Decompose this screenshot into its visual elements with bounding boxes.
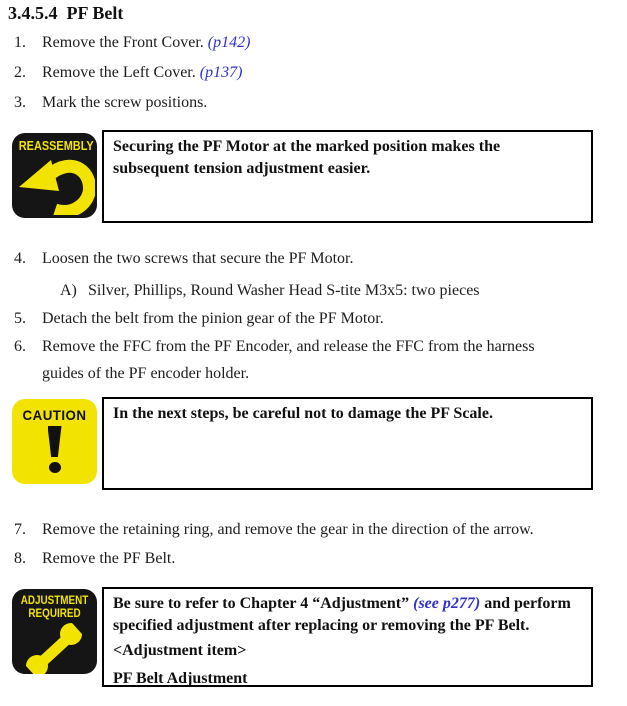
list-number: 4. xyxy=(14,250,26,267)
reassembly-badge xyxy=(12,133,97,218)
list-text: Remove the retaining ring, and remove the gear in the direction of the arrow. xyxy=(42,521,534,538)
caution-badge xyxy=(12,399,97,484)
caution-note-box xyxy=(102,397,593,490)
page-ref-link-p277[interactable]: (see p277) xyxy=(413,595,481,612)
reassembly-badge-label: REASSEMBLY xyxy=(18,138,94,153)
list-text: Loosen the two screws that secure the PF Motor. xyxy=(42,250,354,267)
list-number: 6. xyxy=(14,338,26,355)
list-number: 2. xyxy=(14,64,26,81)
list-item-3 xyxy=(14,89,610,117)
list-item-5 xyxy=(14,305,610,333)
list-number: 1. xyxy=(14,34,26,51)
caution-badge-label: CAUTION xyxy=(22,407,87,423)
adjustment-required-badge xyxy=(12,589,97,674)
list-number: 5. xyxy=(14,310,26,327)
section-heading: 3.4.5.4 PF Belt xyxy=(8,3,124,23)
list-text: Remove the Left Cover. (p137) xyxy=(42,64,243,81)
list-number: 3. xyxy=(14,94,26,111)
list-number: 7. xyxy=(14,521,26,538)
list-text: Mark the screw positions. xyxy=(42,94,208,111)
list-item-1 xyxy=(14,29,610,57)
page-ref-link-p137[interactable]: (p137) xyxy=(199,64,243,81)
list-item-7 xyxy=(14,516,610,544)
list-text: Remove the PF Belt. xyxy=(42,550,176,567)
adjustment-item-subheading: <Adjustment item> xyxy=(113,642,247,659)
list-number: 8. xyxy=(14,550,26,567)
adjustment-required-badge-label: ADJUSTMENT REQUIRED xyxy=(20,595,89,620)
caution-note-text: In the next steps, be careful not to damage the PF Scale. xyxy=(113,405,493,422)
list-item-2 xyxy=(14,59,610,87)
list-text: Silver, Phillips, Round Washer Head S-tite M3x5: two pieces xyxy=(88,282,480,299)
list-item-6 xyxy=(14,333,610,387)
wrench-icon xyxy=(15,621,95,674)
undo-arrow-icon xyxy=(15,153,95,215)
page-ref-link-p142[interactable]: (p142) xyxy=(207,34,251,51)
reassembly-note-box xyxy=(102,130,593,223)
list-text: Detach the belt from the pinion gear of the PF Motor. xyxy=(42,310,384,327)
reassembly-note-text: Securing the PF Motor at the marked position makes the subsequent tension adjustment easier. xyxy=(113,138,501,177)
adjustment-note-text: Be sure to refer to Chapter 4 “Adjustment” (see p277) and perform specified adjustment after replacing or removing the PF Belt. xyxy=(113,595,571,634)
list-item-8 xyxy=(14,545,610,573)
list-subitem-a xyxy=(60,277,610,305)
list-item-4 xyxy=(14,245,610,273)
list-text: Remove the Front Cover. (p142) xyxy=(42,34,251,51)
exclamation-icon xyxy=(12,426,97,473)
list-letter: A) xyxy=(60,282,77,299)
adjustment-item-name: PF Belt Adjustment xyxy=(113,670,248,687)
list-text: Remove the FFC from the PF Encoder, and release the FFC from the harness guides of the PF encoder holder. xyxy=(42,338,535,382)
adjustment-note-box xyxy=(102,587,593,687)
